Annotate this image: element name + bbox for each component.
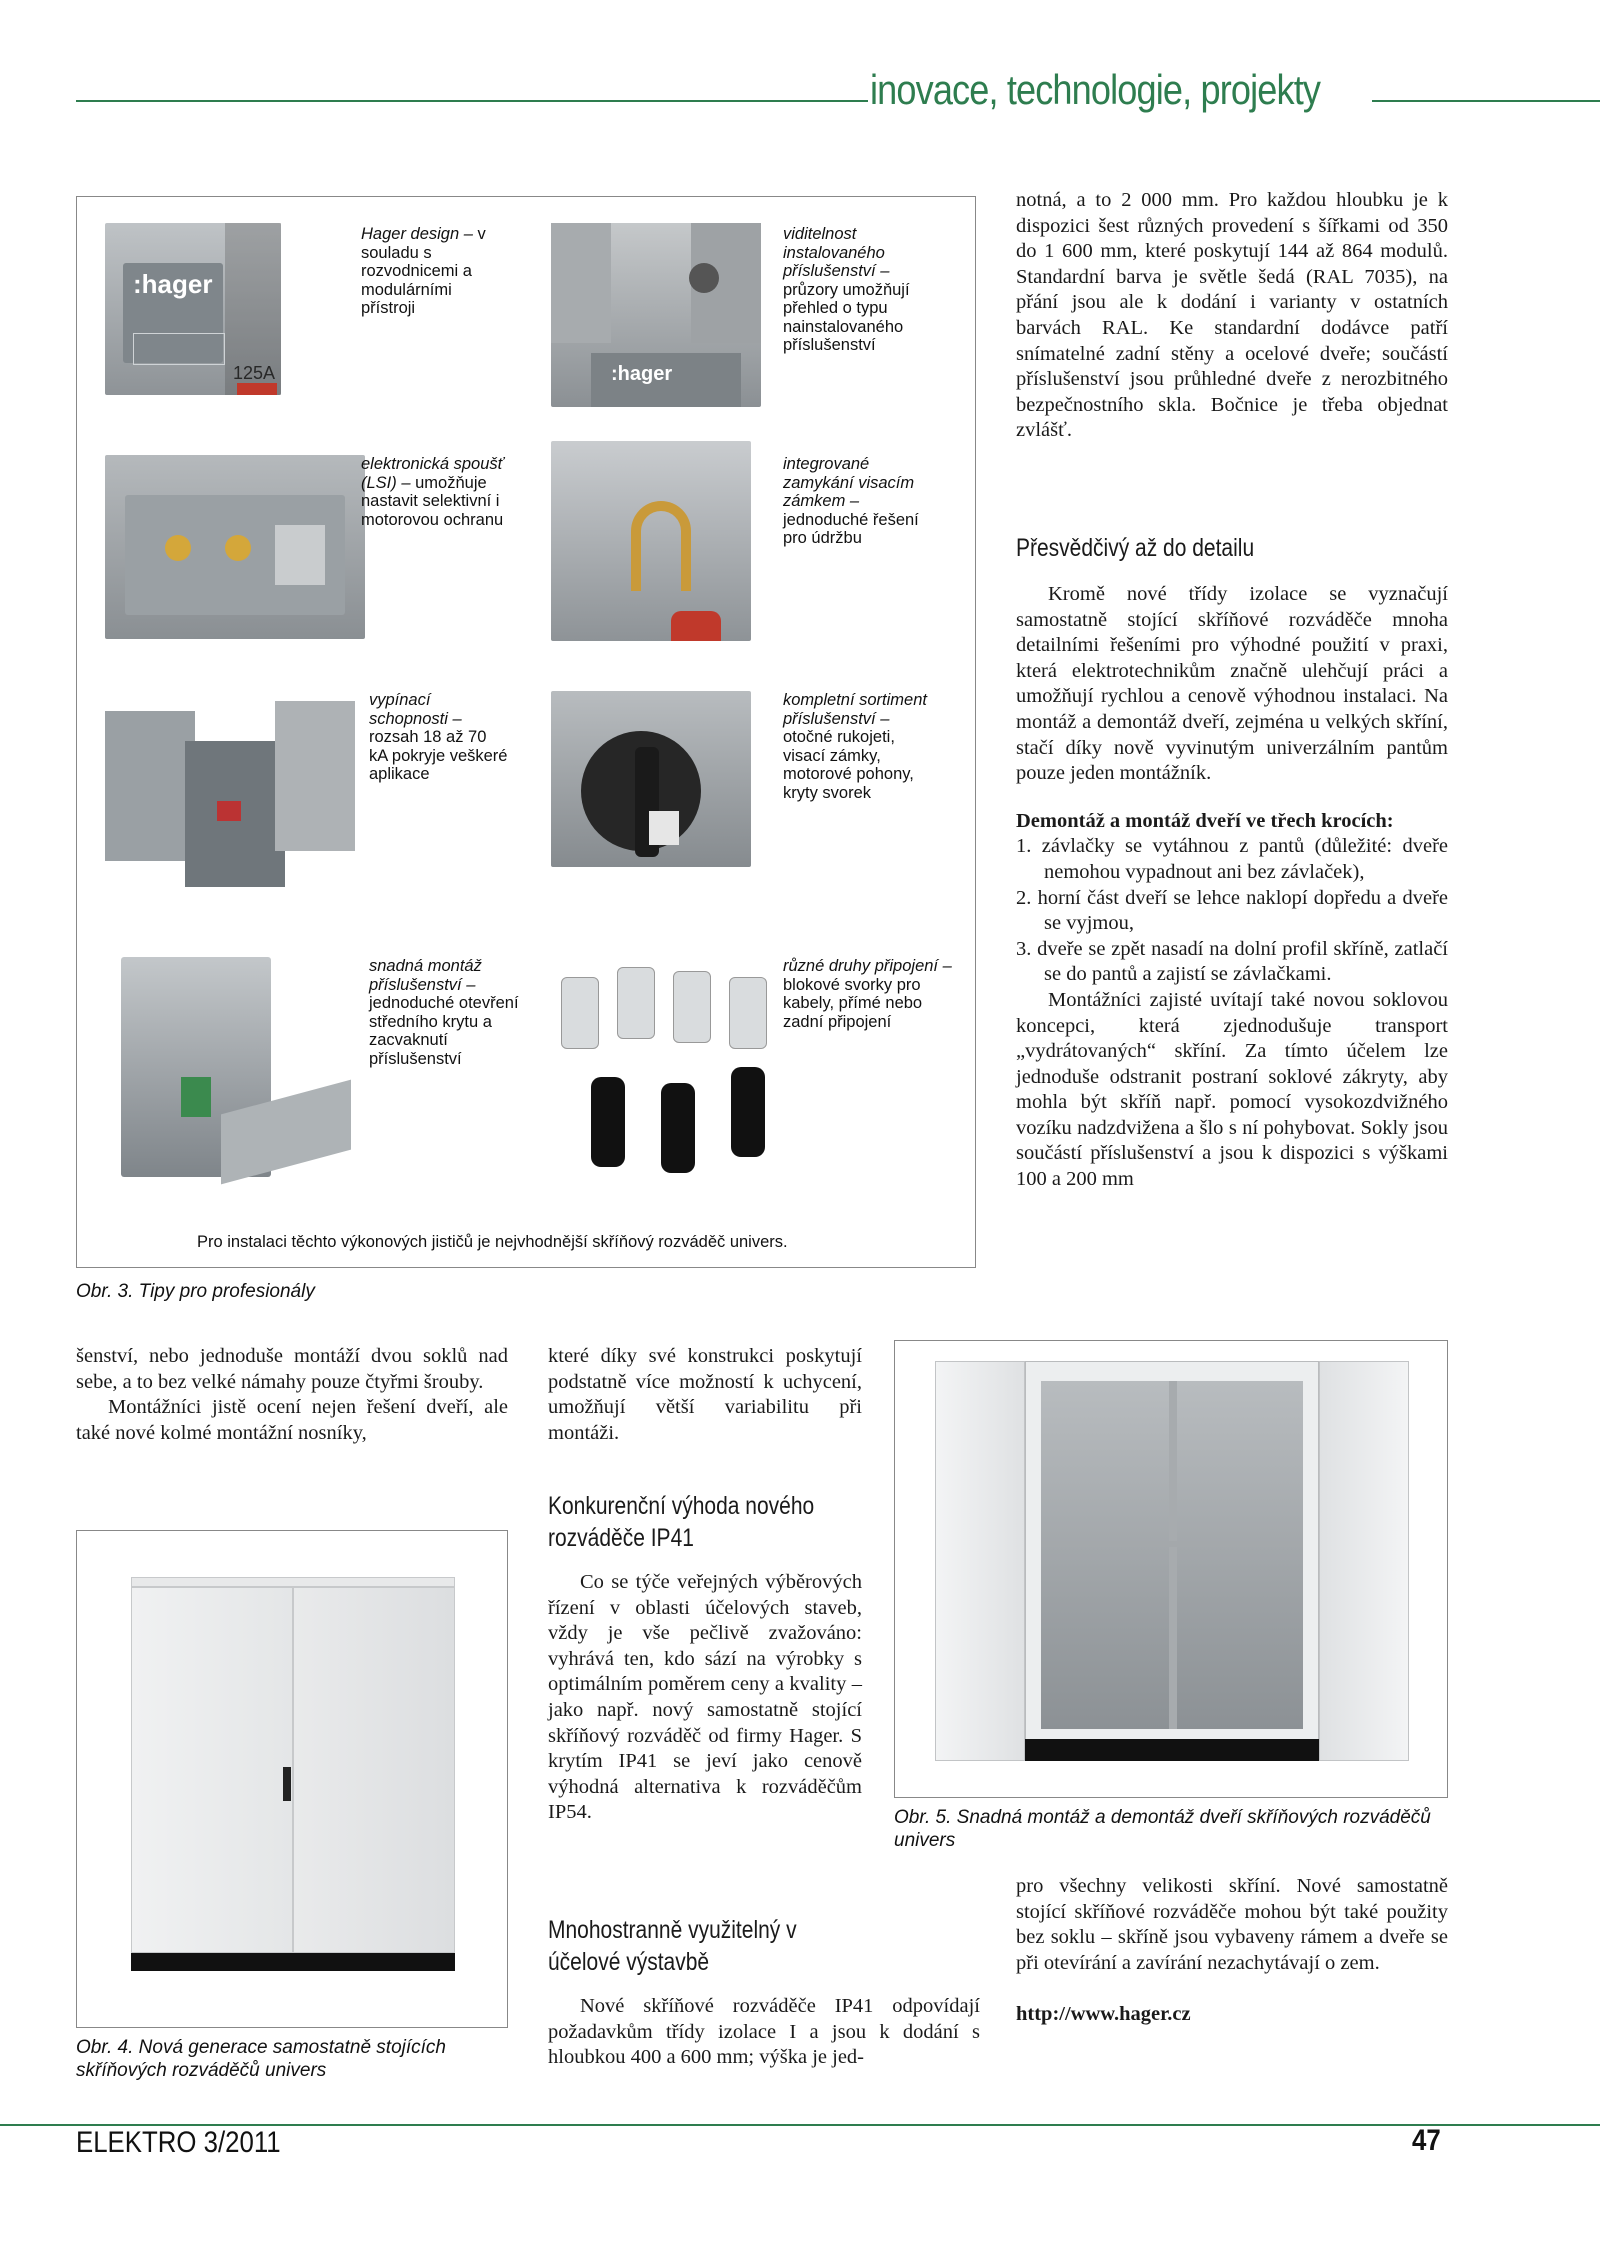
middle-column-bottom — [548, 1994, 980, 2071]
middle-column-mid — [548, 1570, 862, 1826]
right-column-top — [1016, 188, 1448, 444]
hager-url-link[interactable]: http://www.hager.cz — [1016, 2003, 1191, 2026]
caption-padlock-interlock: integrované zamykání visacím zámkem – jednoduché řešení pro údržbu — [783, 455, 919, 547]
figure-3-panel — [76, 196, 976, 1268]
hager-logo-2: :hager — [611, 363, 673, 385]
photo-rotary-handle — [551, 691, 751, 867]
photo-accessory-mounting — [111, 957, 351, 1191]
list-item-step-1: 1. závlačky se vytáhnou z pantů (důležité: dveře nemohou vypadnout ani bez závlaček), — [1016, 835, 1448, 883]
photo-accessory-visibility — [551, 223, 761, 407]
photo-lsi-trip-unit — [105, 455, 365, 639]
caption-accessory-mounting: snadná montáž příslušenství – jednoduché otevření středního krytu a zacvaknutí příslušenství — [369, 957, 519, 1068]
photo-hager-design — [105, 223, 281, 395]
magazine-issue: ELEKTRO 3/2011 — [76, 2126, 281, 2159]
caption-lsi-trip-unit: elektronická spoušť (LSI) – umožňuje nastavit selektivní i motorovou ochranu — [361, 455, 504, 529]
open-door-left — [935, 1361, 1025, 1761]
list-item-step-3: 3. dveře se zpět nasadí na dolní profil skříně, zatlačí se do pantů a zajistí se závlačkami. — [1016, 937, 1448, 986]
figure-4-panel — [76, 1530, 508, 2028]
paragraph-plinth-cont: šenství, nebo jednoduše montáží dvou soklů nad sebe, a to bez velké námahy pouze čtyřmi šrouby. — [76, 1345, 508, 1393]
page-number: 47 — [1412, 2124, 1441, 2157]
right-column-detail — [1016, 582, 1448, 1193]
right-column-bottom — [1016, 1874, 1448, 2028]
cabinet-closed-image — [131, 1577, 455, 1977]
caption-hager-design: Hager design – v souladu s rozvodnicemi a modulárními přístroji — [361, 225, 486, 317]
caption-accessory-visibility: viditelnost instalovaného příslušenství – průzory umožňují přehled o typu nainstalovaného příslušenství — [783, 225, 910, 354]
photo-breaker-range — [105, 691, 365, 887]
list-item-step-2: 2. horní část dveří se lehce naklopí dopředu a dveře se vyjmou, — [1016, 886, 1448, 935]
paragraph-public-tenders: Co se týče veřejných výběrových řízení v oblasti účelových staveb, vždy je vše pečlivě zvažováno: vyhrává ten, kdo sází na výrobky s optimálním poměrem ceny a kvality – jako např. nový samostatně stojící skříňový rozváděč od firmy Hager. S krytím IP41 se jeví jako cenově výhodná alternativa k rozváděčům IP54. — [548, 1571, 862, 1824]
header-rule-left — [76, 100, 868, 102]
paragraph-variability: které díky své konstrukci poskytují podstatně více možností k uchycení, umožňují větší variabilitu při montáži. — [548, 1345, 862, 1444]
door-handle — [283, 1767, 291, 1801]
left-column-bottom — [76, 1344, 508, 1446]
cabinet-plinth — [131, 1953, 455, 1971]
paragraph-dimensions: notná, a to 2 000 mm. Pro každou hloubku je k dispozici šest různých provedení s šířkami od 350 do 1 600 mm, které poskytují 144 až 864 modulů. Standardní barva je světle šedá (RAL 7035), na přání jsou ale k dodání i varianty v ostatních barvách RAL. Ke standardní dodávce patří snímatelné zadní stěny a ocelové dveře; součástí příslušenství jsou průhledné dveře z nerozbitného bezpečnostního skla. Bočnice je třeba objednat zvlášť. — [1016, 189, 1448, 442]
paragraph-mounting-rails: Montážníci jistě ocení nejen řešení dveří, ale také nové kolmé montážní nosníky, — [76, 1396, 508, 1444]
figure-3-caption: Obr. 3. Tipy pro profesionály — [76, 1281, 315, 1302]
figure-5-caption: Obr. 5. Snadná montáž a demontáž dveří skříňových rozváděčů univers — [894, 1807, 1431, 1851]
breaker-rating-label: 125A — [233, 363, 276, 383]
cabinet-open-image — [935, 1361, 1409, 1781]
section-title: inovace, technologie, projekty — [870, 66, 1321, 113]
header-rule-right — [1372, 100, 1600, 102]
paragraph-without-plinth: pro všechny velikosti skříní. Nové samostatně stojící skříňové rozváděče mohou být také použity bez soklu – skříně jsou vybaveny rámem a dveře se při otevírání a zavírání nezachytávají o zem. — [1016, 1875, 1448, 1974]
heading-convincing-detail: Přesvědčivý až do detailu — [1016, 534, 1255, 562]
caption-connection-types: různé druhy připojení – blokové svorky pro kabely, přímé nebo zadní připojení — [783, 957, 952, 1031]
paragraph-ip41: Nové skříňové rozváděče IP41 odpovídají požadavkům třídy izolace I a jsou k dodání s hloubkou 400 a 600 mm; výška je jed- — [548, 1995, 980, 2069]
photo-connection-types — [551, 957, 801, 1181]
open-door-right — [1319, 1361, 1409, 1761]
figure-3-note: Pro instalaci těchto výkonových jističů je nejvhodnější skříňový rozváděč univers. — [197, 1233, 788, 1251]
paragraph-plinth: Montážníci zajisté uvítají také novou soklovou koncepci, která zjednodušuje transport „vydrátovaných“ skříní. Za tímto účelem lze jednoduše odstranit postraní soklové zákryty, aby mohla být skříň např. pomocí vysokozdvižného vozíku nadzdvižena a šlo s ní pohybovat. Sokly jsou součástí příslušenství a jsou k dispozici s výškami 100 a 200 mm — [1016, 988, 1448, 1191]
heading-door-steps: Demontáž a montáž dveří ve třech krocích: — [1016, 809, 1394, 832]
heading-competitive-advantage: Konkurenční výhoda nového rozváděče IP41 — [548, 1492, 815, 1552]
middle-column-top — [548, 1344, 862, 1446]
hager-logo: :hager — [133, 269, 213, 299]
caption-breaker-range: vypínací schopnosti – rozsah 18 až 70 kA pokryje veškeré aplikace — [369, 691, 508, 783]
figure-4-caption: Obr. 4. Nová generace samostatně stojících skříňových rozváděčů univers — [76, 2037, 446, 2081]
caption-rotary-handle: kompletní sortiment příslušenství – otočné rukojeti, visací zámky, motorové pohony, kryty svorek — [783, 691, 927, 802]
figure-5-panel — [894, 1340, 1448, 1798]
heading-versatile-use: Mnohostranně využitelný v účelové výstavbě — [548, 1916, 797, 1976]
paragraph-details: Kromě nové třídy izolace se vyznačují samostatně stojící skříňové rozváděče mnoha detailními řešeními pro výhodné použití v praxi, která elektrotechnikům značně ulehčují práci a umožňují rychlou a cenově výhodnou instalaci. Na montáž a demontáž dveří, zejména u velkých skříní, stačí díky nově vyvinutým univerzálním pantům pouze jeden montážník. — [1016, 583, 1448, 785]
photo-padlock-interlock — [551, 441, 751, 641]
